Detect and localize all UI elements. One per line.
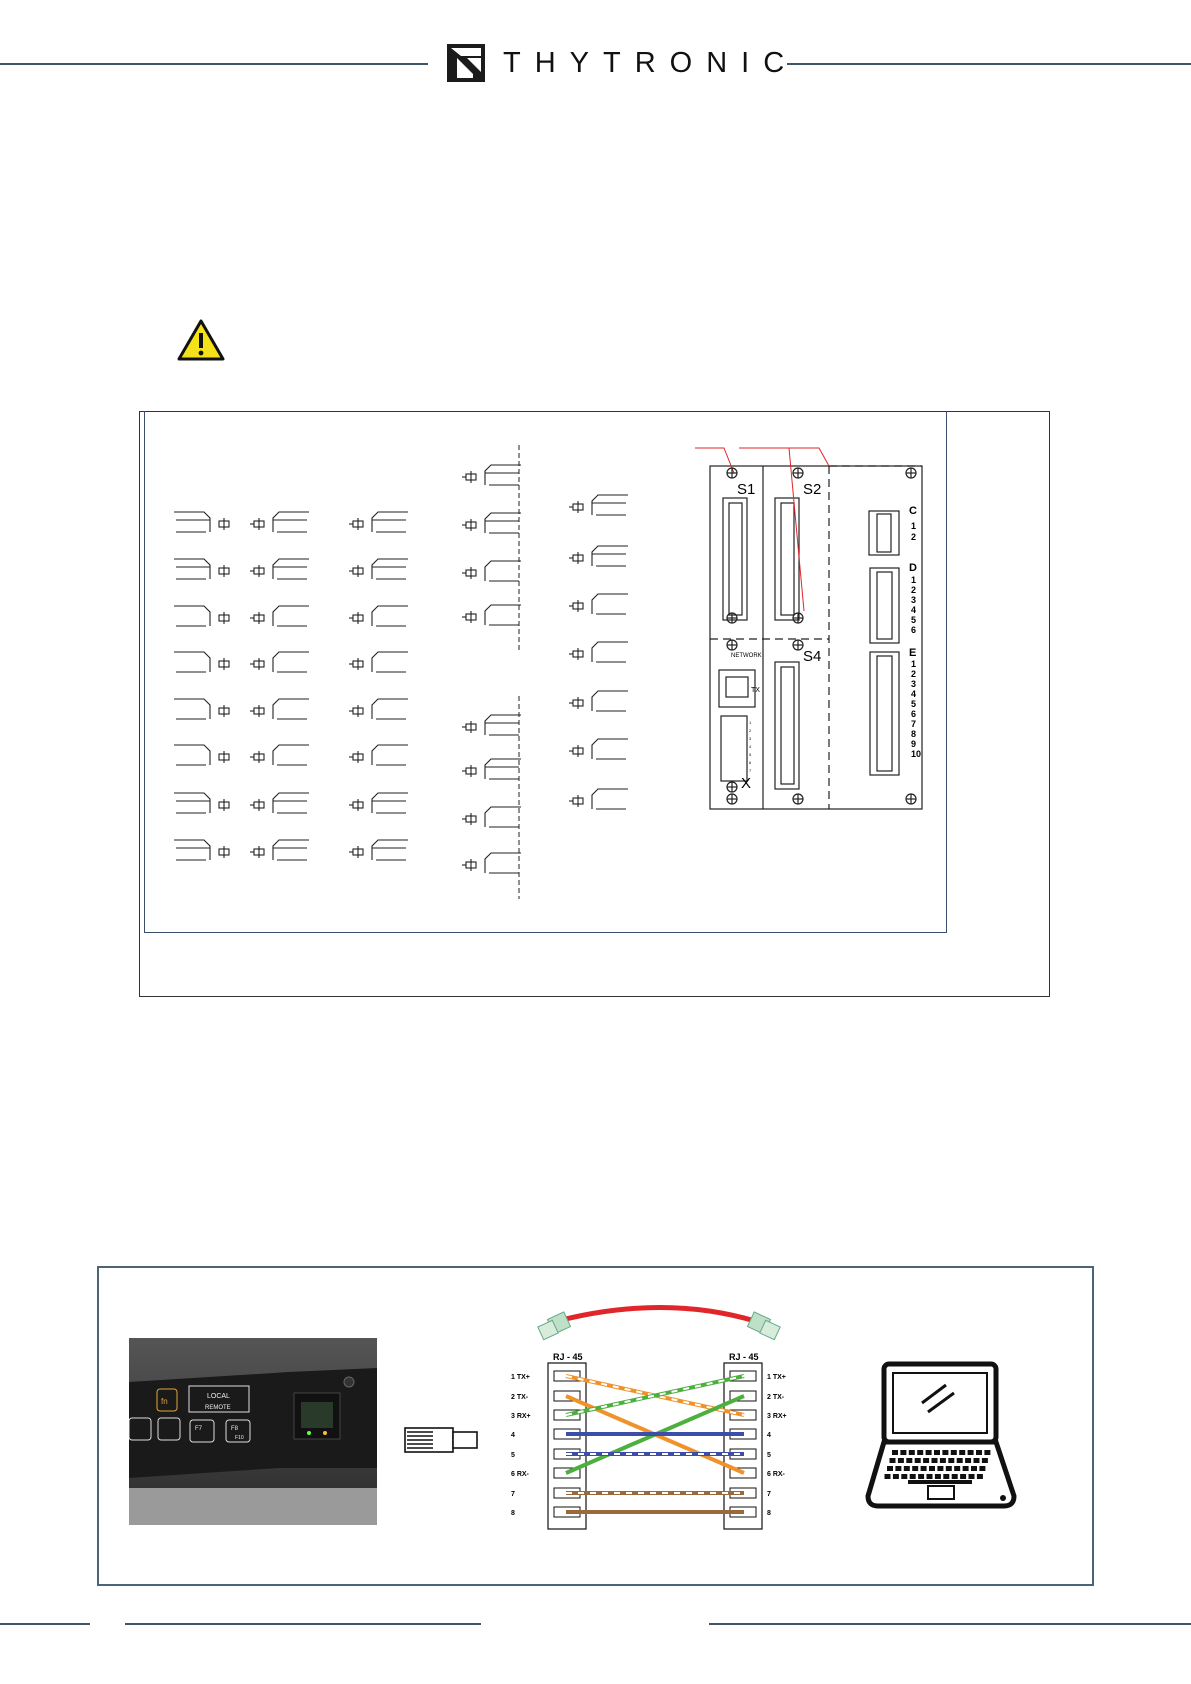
svg-text:4: 4 [911, 689, 917, 699]
slot-label-s4: S4 [803, 648, 822, 665]
svg-text:9: 9 [911, 739, 917, 749]
svg-text:4: 4 [911, 605, 917, 615]
rj45-right-title: RJ - 45 [729, 1352, 759, 1362]
slot-label-e: E [909, 647, 917, 659]
header-rule-left [0, 63, 428, 65]
svg-text:10: 10 [911, 749, 922, 759]
svg-text:2: 2 [749, 728, 752, 733]
footer-rule-1 [0, 1623, 90, 1625]
pin-label-right: 3 RX+ [767, 1413, 787, 1420]
slot-label-s2: S2 [803, 481, 822, 498]
pin-label-right: 2 TX- [767, 1394, 785, 1401]
svg-text:7: 7 [911, 719, 917, 729]
rj45-connector-left-icon [538, 1312, 571, 1340]
pin-label-left: 7 [511, 1491, 515, 1498]
pin-label-right: 8 [767, 1510, 771, 1517]
tx-label: TX [751, 687, 760, 694]
slot-label-c: C [909, 505, 917, 517]
photo-f7-key: F7 [195, 1426, 203, 1432]
brand-name: THYTRONIC [503, 47, 799, 79]
network-label: NETWORK [731, 653, 762, 659]
svg-text:1: 1 [911, 575, 917, 585]
rj45-left-title: RJ - 45 [553, 1352, 583, 1362]
photo-fn-key: fn [161, 1397, 168, 1406]
laptop-icon [862, 1356, 1020, 1516]
svg-text:4: 4 [749, 744, 752, 749]
svg-text:6: 6 [911, 625, 917, 635]
photo-f10-key: F10 [235, 1435, 244, 1441]
footer-rule-2 [125, 1623, 481, 1625]
pin-label-left: 2 TX- [511, 1394, 529, 1401]
svg-text:2: 2 [911, 532, 917, 542]
pin-label-left: 6 RX- [511, 1471, 529, 1478]
pin-label-left: 8 [511, 1510, 515, 1517]
pin-label-right: 1 TX+ [767, 1374, 786, 1381]
svg-text:2: 2 [911, 669, 917, 679]
pin-label-left: 5 [511, 1452, 515, 1459]
slot-label-s1: S1 [737, 481, 756, 498]
rj45-plug-icon [403, 1422, 480, 1458]
svg-text:1: 1 [911, 521, 917, 531]
svg-text:3: 3 [911, 679, 917, 689]
slot-label-x: X [741, 775, 752, 792]
svg-text:5: 5 [911, 615, 917, 625]
photo-local-label: LOCAL [207, 1393, 230, 1400]
pin-label-right: 6 RX- [767, 1471, 785, 1478]
thytronic-logo [447, 44, 485, 82]
photo-remote-label: REMOTE [205, 1405, 231, 1411]
relay-front-panel-photo [129, 1338, 377, 1525]
photo-f8-key: F8 [231, 1426, 239, 1432]
pin-label-right: 4 [767, 1432, 771, 1439]
warning-icon [176, 318, 226, 362]
wiring-diagram [139, 411, 1050, 997]
svg-text:1: 1 [911, 659, 917, 669]
pin-label-right: 7 [767, 1491, 771, 1498]
svg-text:3: 3 [911, 595, 917, 605]
pin-label-left: 1 TX+ [511, 1374, 530, 1381]
crossover-cable-diagram [510, 1303, 810, 1533]
svg-text:7: 7 [749, 768, 752, 773]
slot-label-d: D [909, 562, 917, 574]
svg-text:1: 1 [749, 720, 752, 725]
header-rule-right [787, 63, 1191, 65]
svg-text:6: 6 [749, 760, 752, 765]
svg-text:2: 2 [911, 585, 917, 595]
rj45-connector-right-icon [747, 1312, 780, 1340]
pin-label-left: 3 RX+ [511, 1413, 531, 1420]
svg-text:3: 3 [749, 736, 752, 741]
pin-label-right: 5 [767, 1452, 771, 1459]
rear-panel [710, 466, 922, 809]
svg-text:6: 6 [911, 709, 917, 719]
footer-rule-3 [709, 1623, 1191, 1625]
pin-label-left: 4 [511, 1432, 515, 1439]
svg-text:5: 5 [749, 752, 752, 757]
svg-text:8: 8 [911, 729, 917, 739]
svg-text:5: 5 [911, 699, 917, 709]
